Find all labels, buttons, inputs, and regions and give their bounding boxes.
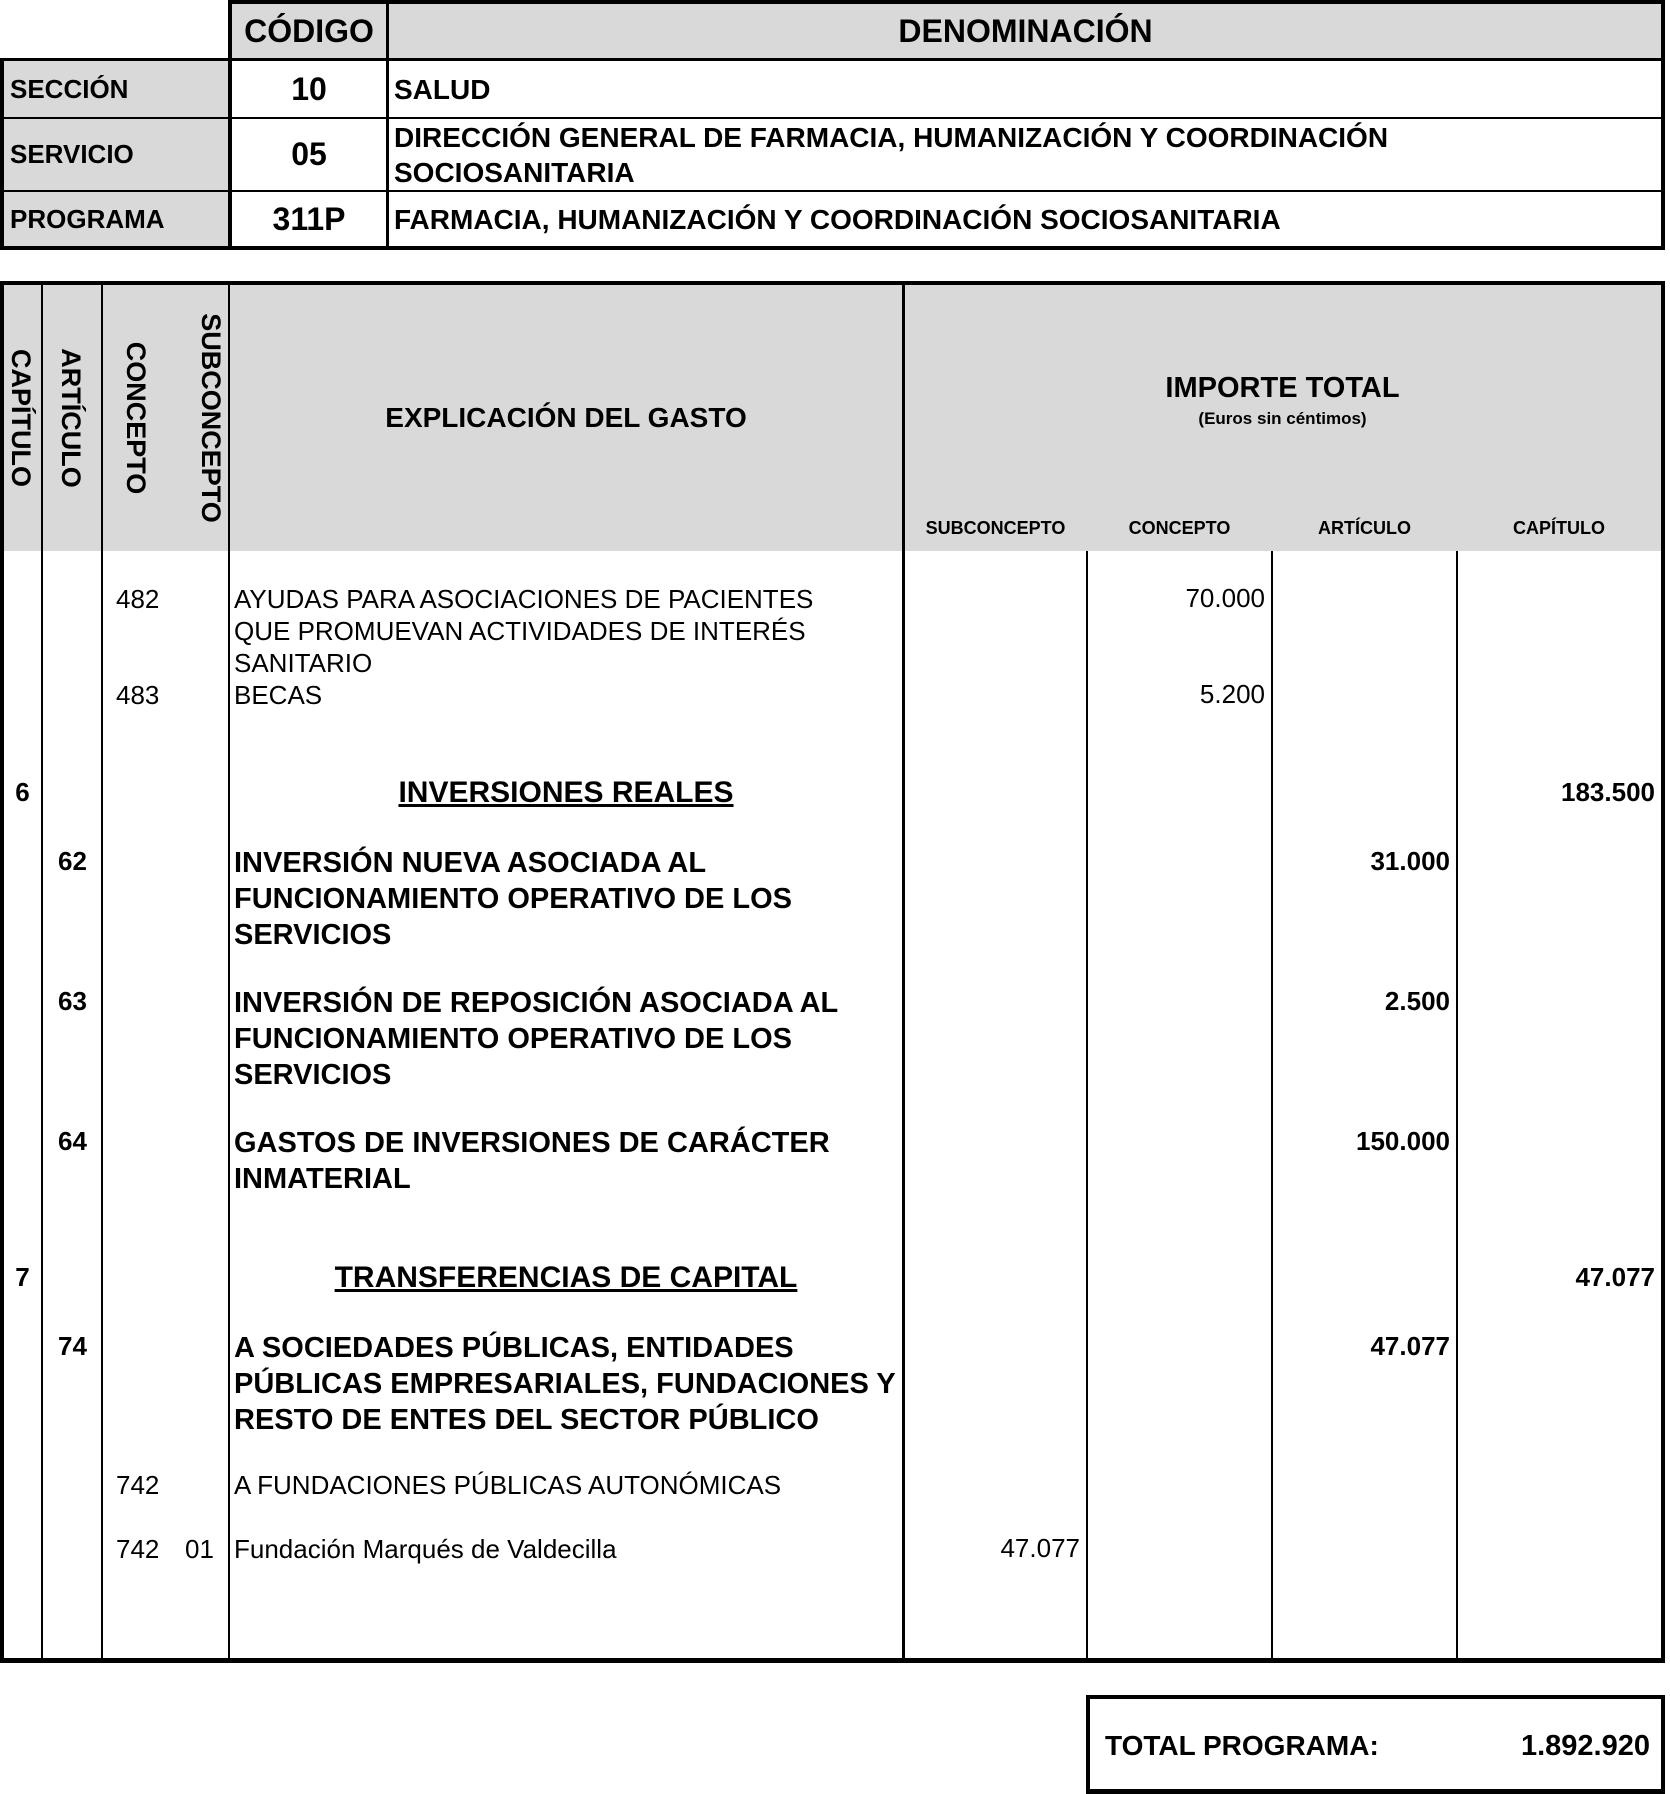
seccion-label: SECCIÓN xyxy=(10,73,129,104)
expense-description: A SOCIEDADES PÚBLICAS, ENTIDADES PÚBLICAS EMPRESARIALES, FUNDACIONES Y RESTO DE ENTES DEL SECTOR PÚBLICO xyxy=(234,1332,896,1436)
expense-description: A FUNDACIONES PÚBLICAS AUTONÓMICAS xyxy=(234,1470,782,1500)
amount-concepto: 5.200 xyxy=(1199,679,1265,709)
concepto-code: 483 xyxy=(116,680,160,710)
amt-subconcepto-header: SUBCONCEPTO xyxy=(925,518,1066,538)
col-articulo-header: ARTÍCULO xyxy=(56,348,86,488)
programa-name: FARMACIA, HUMANIZACIÓN Y COORDINACIÓN SOCIOSANITARIA xyxy=(394,204,1281,235)
border xyxy=(386,0,389,250)
border xyxy=(228,0,1665,4)
amt-capitulo-header: CAPÍTULO xyxy=(1513,518,1605,538)
importe-total-title: IMPORTE TOTAL xyxy=(1165,372,1400,404)
articulo-code: 62 xyxy=(58,846,87,876)
border xyxy=(1086,1695,1665,1699)
section-title: INVERSIONES REALES xyxy=(398,776,734,809)
amount-articulo: 31.000 xyxy=(1370,846,1450,876)
servicio-label: SERVICIO xyxy=(10,139,134,169)
capitulo-code: 7 xyxy=(15,1262,30,1292)
border xyxy=(1271,551,1273,1661)
expense-description: INVERSIÓN DE REPOSICIÓN ASOCIADA AL FUNCIONAMIENTO OPERATIVO DE LOS SERVICIOS xyxy=(234,987,838,1091)
total-label: TOTAL PROGRAMA: xyxy=(1105,1730,1379,1761)
amount-capitulo: 47.077 xyxy=(1575,1262,1655,1292)
amt-articulo-header: ARTÍCULO xyxy=(1318,518,1411,538)
border xyxy=(1456,551,1458,1661)
total-value: 1.892.920 xyxy=(1520,1730,1650,1762)
border xyxy=(228,0,232,250)
col-concepto-header: CONCEPTO xyxy=(121,341,151,495)
servicio-name: DIRECCIÓN GENERAL DE FARMACIA, HUMANIZACIÓN Y COORDINACIÓN SOCIOSANITARIA xyxy=(394,121,1389,188)
border xyxy=(0,1658,1665,1663)
capitulo-code: 6 xyxy=(15,777,30,807)
border xyxy=(0,190,1665,192)
border xyxy=(1086,1695,1090,1794)
amt-concepto-header: CONCEPTO xyxy=(1128,518,1231,538)
denominacion-header: DENOMINACIÓN xyxy=(898,13,1153,49)
border xyxy=(41,283,43,1661)
border xyxy=(101,283,103,1661)
servicio-code: 05 xyxy=(291,136,327,172)
programa-code: 311P xyxy=(272,201,346,237)
expense-description: BECAS xyxy=(234,680,323,710)
programa-label: PROGRAMA xyxy=(10,204,165,234)
amount-concepto: 70.000 xyxy=(1185,583,1265,613)
importe-total-subtitle: (Euros sin céntimos) xyxy=(1198,409,1367,428)
seccion-name: SALUD xyxy=(394,73,491,105)
border xyxy=(1661,0,1665,250)
border xyxy=(1661,281,1665,1663)
expense-description: Fundación Marqués de Valdecilla xyxy=(234,1534,617,1564)
subconcepto-code: 01 xyxy=(185,1534,214,1564)
border xyxy=(0,281,1665,285)
amount-articulo: 2.500 xyxy=(1384,986,1450,1016)
border xyxy=(1086,551,1088,1661)
amount-articulo: 150.000 xyxy=(1356,1126,1450,1156)
border xyxy=(0,246,1665,250)
border xyxy=(1661,1695,1665,1794)
articulo-code: 63 xyxy=(58,986,87,1016)
expense-description: GASTOS DE INVERSIONES DE CARÁCTER INMATERIAL xyxy=(234,1127,830,1195)
border xyxy=(1086,1789,1665,1794)
border xyxy=(0,117,1665,119)
border xyxy=(0,58,1665,61)
amount-subconcepto: 47.077 xyxy=(1000,1533,1080,1563)
border xyxy=(902,283,905,1661)
codigo-header: CÓDIGO xyxy=(244,13,374,49)
concepto-code: 482 xyxy=(116,584,160,614)
expense-description: INVERSIÓN NUEVA ASOCIADA AL FUNCIONAMIENTO OPERATIVO DE LOS SERVICIOS xyxy=(234,847,793,951)
amount-capitulo: 183.500 xyxy=(1561,777,1655,807)
expense-description: AYUDAS PARA ASOCIACIONES DE PACIENTES QUE PROMUEVAN ACTIVIDADES DE INTERÉS SANITARIO xyxy=(234,584,814,678)
articulo-code: 64 xyxy=(58,1126,87,1156)
col-explicacion-header: EXPLICACIÓN DEL GASTO xyxy=(385,402,747,433)
border xyxy=(0,281,4,1663)
concepto-code: 742 xyxy=(116,1470,160,1500)
concepto-code: 742 xyxy=(116,1534,160,1564)
seccion-code: 10 xyxy=(291,70,327,107)
border xyxy=(228,283,230,1661)
col-capitulo-header: CAPÍTULO xyxy=(6,349,36,487)
col-subconcepto-header: SUBCONCEPTO xyxy=(196,313,226,523)
border xyxy=(0,58,4,250)
section-title: TRANSFERENCIAS DE CAPITAL xyxy=(334,1261,798,1294)
articulo-code: 74 xyxy=(58,1331,87,1361)
amount-articulo: 47.077 xyxy=(1370,1331,1450,1361)
